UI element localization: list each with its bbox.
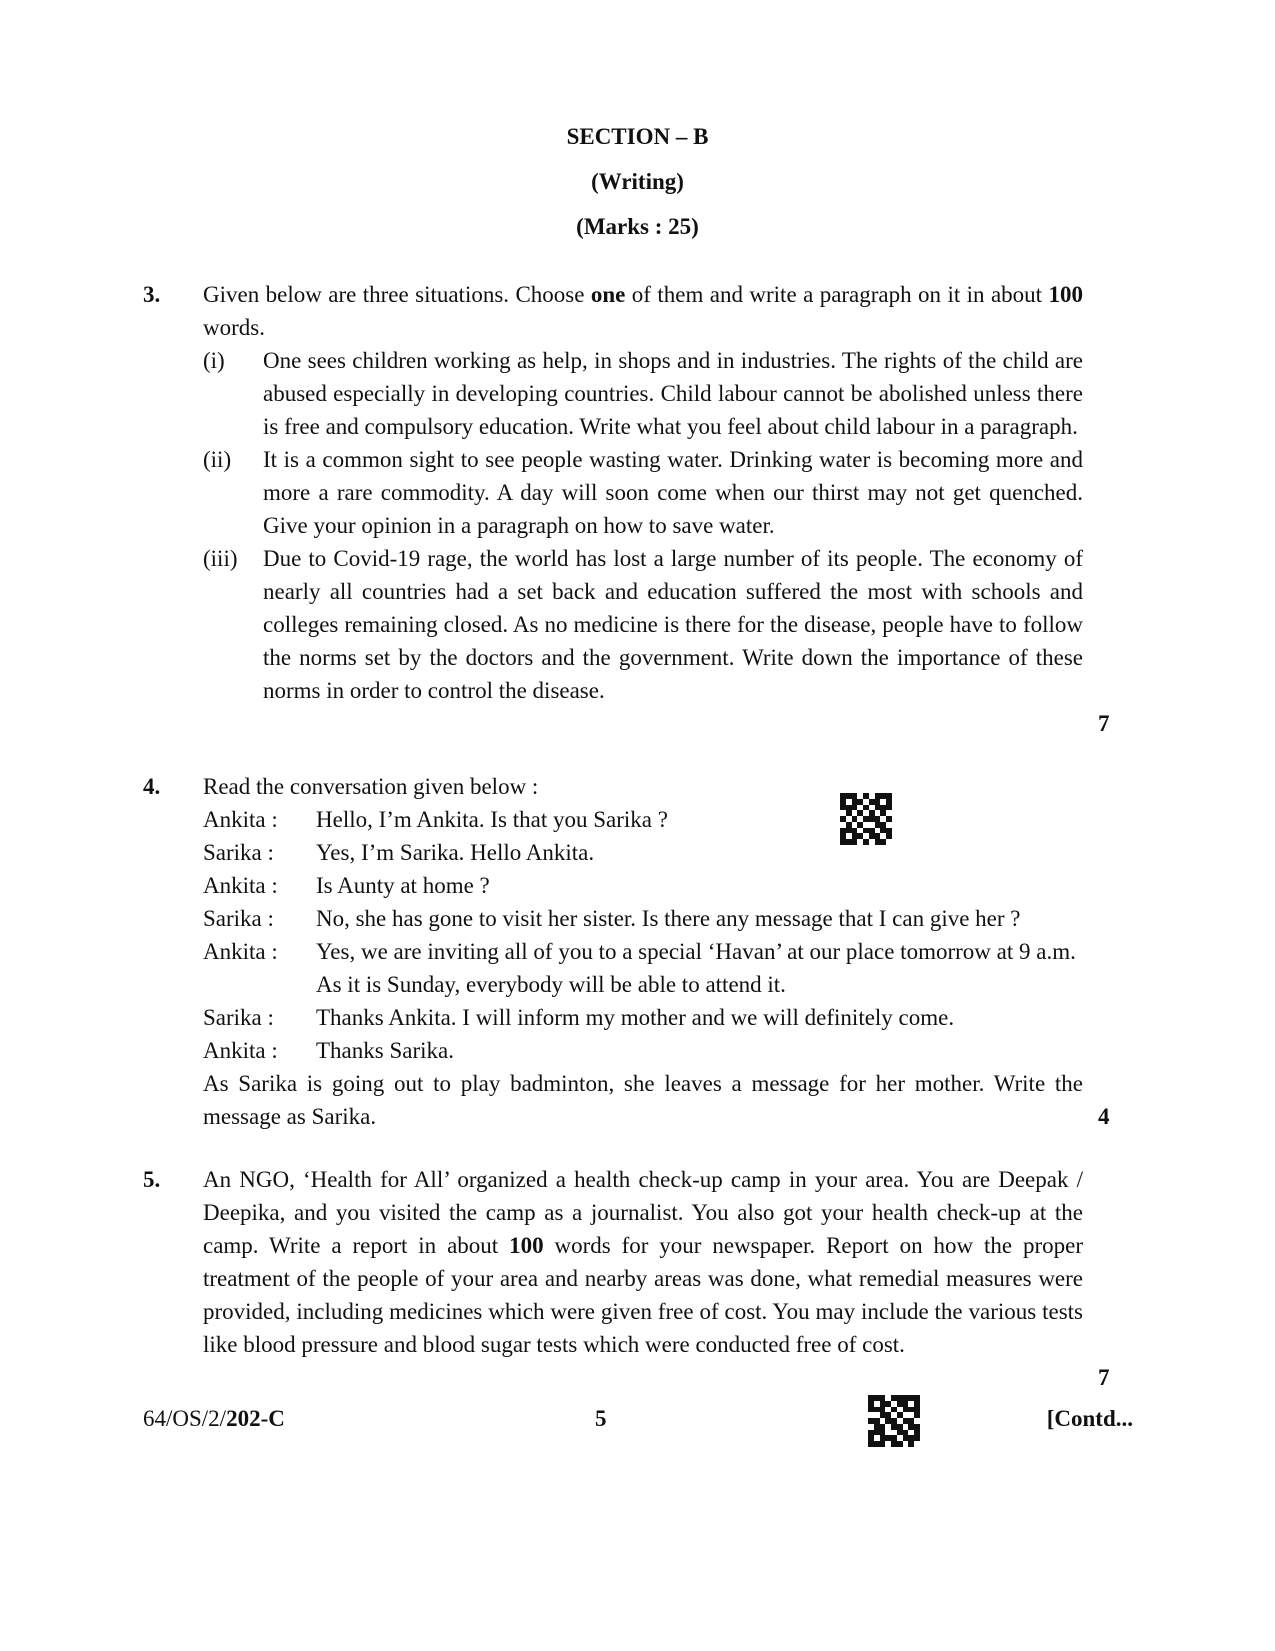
question-3 [143,278,1113,736]
question-number: 4. [143,774,161,799]
dialogue [203,803,1083,1067]
utterance: No, she has gone to visit her sister. Is there any message that I can give her ? [316,906,1021,931]
question-task: As Sarika is going out to play badminton, she leaves a message for her mother. Write the message as Sarika. [203,1071,1083,1129]
option-text: One sees children working as help, in shops and in industries. The rights of the child are abused especially in developing countries. Child labour cannot be abolished unless there is free and compulsory education. Write what you feel about child labour in a paragraph. [263,348,1083,439]
question-intro: Given below are three situations. Choose one of them and write a paragraph on it in about 100 words. [203,282,1083,340]
speaker: Sarika : [203,906,274,931]
paper-code: 64/OS/2/202-C [143,1406,285,1431]
marks: 7 [1098,711,1110,736]
option-text: Due to Covid-19 rage, the world has lost a large number of its people. The economy of nearly all countries had a set back and education suffered the most with schools and colleges remaining closed. As no medicine is there for the disease, people have to follow the norms set by the doctors and the government. Write down the importance of these norms in order to control the disease. [263,546,1083,703]
section-subtitle: (Writing) [591,169,684,194]
dialogue-line [203,836,1083,869]
utterance: Yes, we are inviting all of you to a special ‘Havan’ at our place tomorrow at 9 a.m. As it is Sunday, everybody will be able to attend it. [316,939,1076,997]
section-title: SECTION – B [566,124,709,149]
option-text: It is a common sight to see people wasting water. Drinking water is becoming more and more a rare commodity. A day will soon come when our thirst may not get quenched. Give your opinion in a paragraph on how to save water. [263,447,1083,538]
marks: 7 [1098,1365,1110,1390]
option-ii [203,443,1083,542]
dialogue-line [203,869,1083,902]
option-label: (iii) [203,546,238,571]
speaker: Sarika : [203,840,274,865]
dialogue-line [203,803,1083,836]
section-marks: (Marks : 25) [576,214,699,239]
dialogue-line [203,1001,1083,1034]
speaker: Ankita : [203,807,278,832]
dialogue-line [203,1034,1083,1067]
speaker: Sarika : [203,1005,274,1030]
page-number: 5 [595,1406,607,1431]
utterance: Thanks Ankita. I will inform my mother and we will definitely come. [316,1005,955,1030]
question-intro: Read the conversation given below : [203,774,539,799]
question-4 [143,770,1113,1133]
dialogue-line [203,935,1083,1001]
utterance: Yes, I’m Sarika. Hello Ankita. [316,840,595,865]
option-label: (ii) [203,447,232,472]
dialogue-line [203,902,1083,935]
option-iii [203,542,1083,707]
question-text: An NGO, ‘Health for All’ organized a health check-up camp in your area. You are Deepak / Deepika, and you visited the camp as a journalist. You also got your health check-up at the camp. Write a report in about 100 words for your newspaper. Report on how the proper treatment of the people of your area and nearby areas was done, what remedial measures were provided, including medicines which were given free of cost. You may include the various tests like blood pressure and blood sugar tests which were conducted free of cost. [203,1167,1083,1357]
speaker: Ankita : [203,873,278,898]
continued-label: [Contd... [1046,1406,1133,1431]
option-label: (i) [203,348,225,373]
option-i [203,344,1083,443]
question-number: 3. [143,282,161,307]
footer-qr-code-icon [868,1395,920,1447]
utterance: Thanks Sarika. [316,1038,454,1063]
qr-code-icon [840,793,892,845]
speaker: Ankita : [203,939,278,964]
marks: 4 [1098,1104,1110,1129]
question-number: 5. [143,1167,161,1192]
question-5 [143,1163,1113,1390]
utterance: Is Aunty at home ? [316,873,490,898]
speaker: Ankita : [203,1038,278,1063]
utterance: Hello, I’m Ankita. Is that you Sarika ? [316,807,668,832]
